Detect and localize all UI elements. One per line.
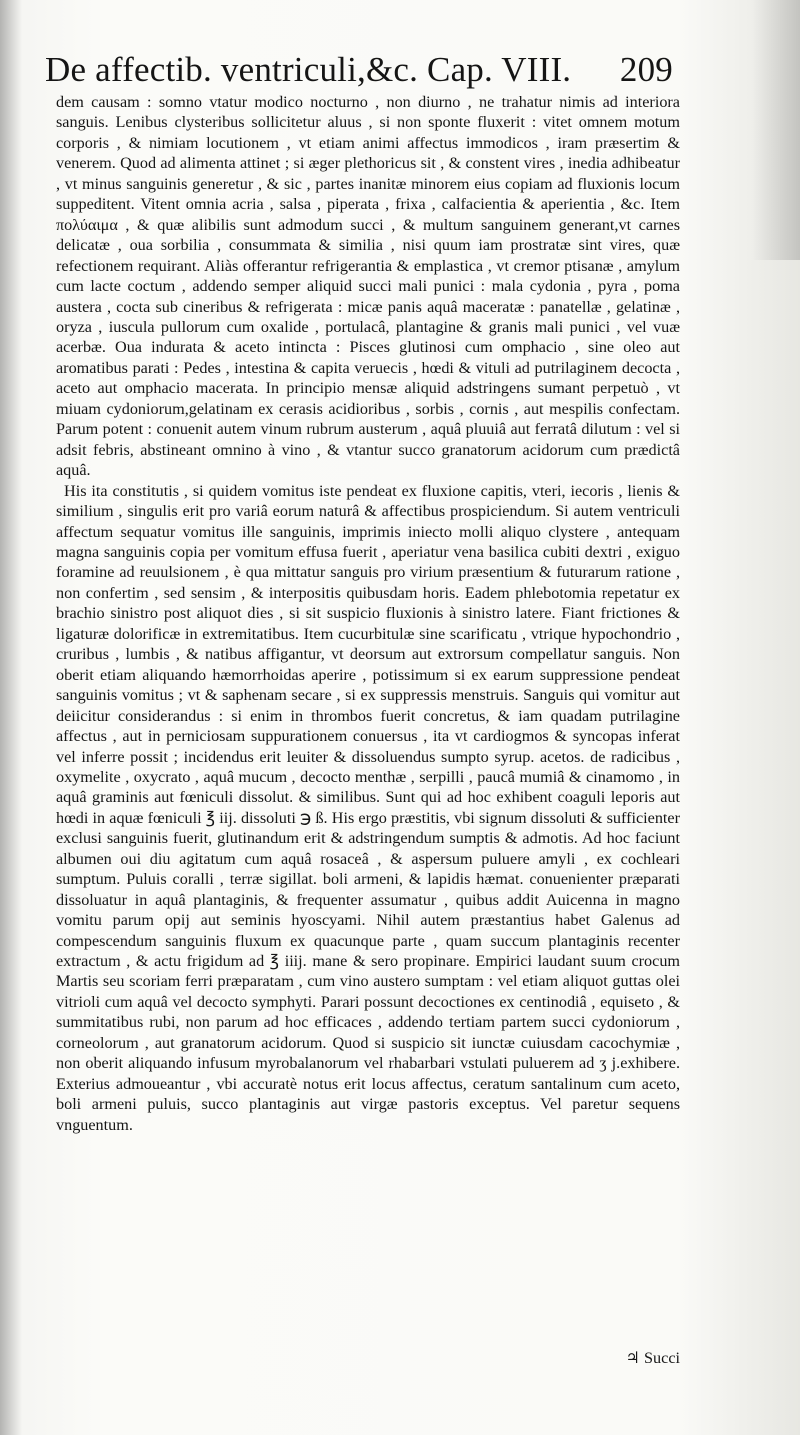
main-text bbox=[56, 92, 680, 1135]
page-number: 209 bbox=[619, 50, 673, 89]
signature-mark: ♃ bbox=[625, 1349, 640, 1367]
running-title: De affectib. ventriculi,&c. Cap. VIII. bbox=[45, 50, 572, 89]
spine-shadow bbox=[0, 0, 22, 1435]
page-footer bbox=[56, 1348, 680, 1368]
running-head bbox=[45, 50, 673, 94]
paragraph-regimen: dem causam : somno vtatur modico nocturno , non diurno , ne trahatur nimis ad interiora sanguis. Lenibus clysteribus sollicitetur aluus , si non sponte fluxerit : vitet omnem motum corporis , & nimiam locutionem , vt etiam animi affectus immodicos , iram præsertim & venerem. Quod ad alimenta attinet ; si æger plethoricus sit , & constent vires , inedia adhibeatur , vt minus sanguinis generetur , & sic , partes inanitæ minorem eius copiam ad fluxionis locum suppeditent. Vitent omnia acria , salsa , piperata , frixa , calfacientia & aperientia , &c. Item πολύαιμα , & quæ alibilis sunt admodum succi , & multum sanguinem generant,vt carnes delicatæ , oua sorbilia , consummata & similia , nisi quum iam prostratæ sint vires, quæ refectionem requirant. Aliàs offerantur refrigerantia & emplastica , vt cremor ptisanæ , amylum cum lacte coctum , addendo semper aliquid succi mali punici : mala cydonia , pyra , poma austera , cocta sub cineribus & refrigerata : micæ panis aquâ maceratæ : panatellæ , gelatinæ , oryza , iuscula pullorum cum oxalide , portulacâ, plantagine & granis mali punici , vel vuæ acerbæ. Oua indurata & aceto intincta : Pisces glutinosi cum omphacio , sine oleo aut aromatibus parati : Pedes , intestina & capita veruecis , hœdi & vituli ad putrilaginem decocta , aceto aut omphacio macerata. In principio mensæ aliquid adstringens sumant perpetuò , vt miuam cydoniorum,gelatinam ex cerasis acidioribus , sorbis , cornis , aut mespilis confectam. Parum potent : conuenit autem vinum rubrum austerum , aquâ pluuiâ aut ferratâ dilutum : vel si adsit febris, abstineant omnino à vino , & vtantur succo granatorum acidorum cum prædictâ aquâ. bbox=[56, 93, 680, 480]
page-corner-shadow bbox=[752, 0, 800, 260]
catchword: Succi bbox=[644, 1349, 680, 1367]
paragraph-treatment: His ita constitutis , si quidem vomitus iste pendeat ex fluxione capitis, vteri, iecoris , lienis & similium , singulis erit pro variâ eorum naturâ & affectibus prospiciendum. Si autem ventriculi affectum sequatur vomitus ille sanguinis, imprimis iniecto molli aliquo clystere , antequam magna sanguinis copia per vomitum effusa fuerit , aperiatur vena basilica cubiti dextri , exiguo foramine ad reuulsionem , è qua mittatur sanguis pro virium præsentium & futurarum ratione , non confertim , sed sensim , & interpositis quibusdam horis. Eadem phlebotomia repetatur ex brachio sinistro post aliquot dies , si sit suspicio fluxionis à sinistro latere. Fiant frictiones & ligaturæ dolorificæ in extremitatibus. Item cucurbitulæ sine scarificatu , vtrique hypochondrio , cruribus , lumbis , & natibus affigantur, vt deorsum aut extrorsum compellatur sanguis. Non oberit etiam aliquando hæmorrhoidas aperire , potissimum si ex earum suppressione pendeat sanguinis vomitus ; vt & saphenam secare , si ex suppressis menstruis. Sanguis qui vomitur aut deiicitur considerandus : si enim in thrombos fuerit concretus, & iam quadam putrilagine affectus , aut in perniciosam suppurationem conuersus , ita vt cardiogmos & syncopas inferat vel inferre possit ; incidendus erit leuiter & dissoluendus sumpto syrup. acetos. de radicibus , oxymelite , oxycrato , aquâ mucum , decocto menthæ , serpilli , paucâ mumiâ & cinamomo , in aquâ graminis aut fœniculi dissolut. & similibus. Sunt qui ad hoc exhibent coaguli leporis aut hœdi in aquæ fœniculi ℥ iij. dissoluti ℈ ß. His ergo præstitis, vbi signum dissoluti & sufficienter exclusi sanguinis fuerit, glutinandum erit & adstringendum sumptis & admotis. Ad hoc faciunt albumen oui diu agitatum cum aquâ rosaceâ , & aspersum puluere amyli , ex cochleari sumptum. Puluis coralli , terræ sigillat. boli armeni, & lapidis hæmat. conuenienter præparati dissoluatur in aquâ plantaginis, & frequenter assumatur , quibus addit Auicenna in magno vomitu parum opij aut seminis hyoscyami. Nihil autem præstantius habet Galenus ad compescendum sanguinis fluxum ex quacunque parte , quam succum plantaginis recenter extractum , & actu frigidum ad ℥ iiij. mane & sero propinare. Empirici laudant suum crocum Martis seu scoriam ferri præparatam , cum vino austero sumptam : vel etiam aliquot guttas olei vitrioli cum aquâ vel decocto symphyti. Parari possunt decoctiones ex centinodiâ , equiseto , & summitatibus rubi, non parum ad hoc efficaces , addendo tertiam partem succi cydoniorum , corneolorum , aut granatorum acidorum. Quod si suspicio sit iunctæ cuiusdam cacochymiæ , non oberit aliquando infusum myrobalanorum vel rhabarbari vstulati puluerem ad ʒ j.exhibere. Exterius admoueantur , vbi accuratè notus erit locus affectus, ceratum santalinum cum aceto, boli armeni puluis, succo plantaginis aut virgæ pastoris exceptus. Vel paretur sequens vnguentum. bbox=[56, 481, 680, 1134]
